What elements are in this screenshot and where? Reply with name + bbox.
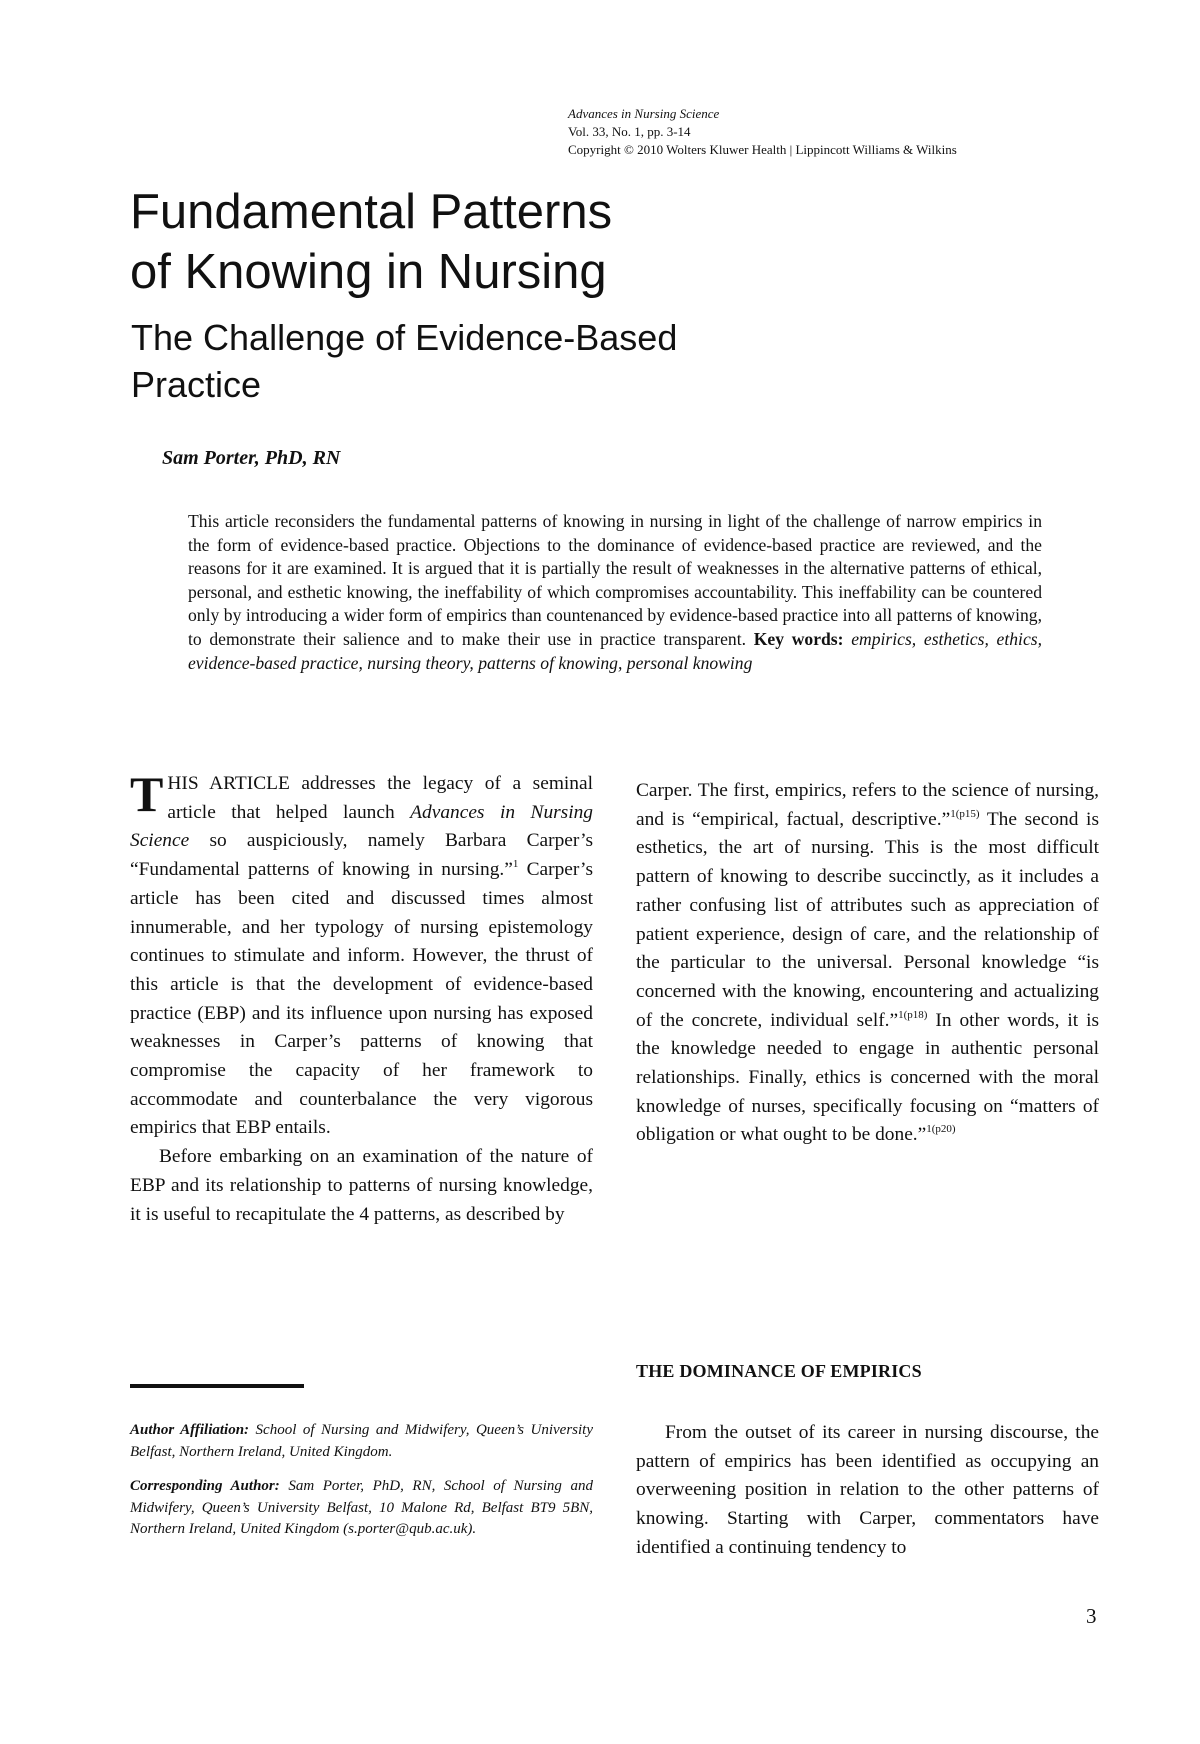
article-title [130, 182, 830, 302]
intro-paragraph [130, 766, 594, 1143]
patterns-text-3: In other words, it is the knowledge needed to engage in authentic personal relationships. Finally, ethics is concerned with the moral knowledge of nurses, specifically focusing on “matters of obligation or what ought to be done.” [636, 1009, 1100, 1146]
author-name: Sam Porter, PhD, RN [162, 447, 341, 469]
patterns-paragraph [636, 777, 1099, 1150]
article-subtitle [131, 314, 831, 408]
intro-text-a: HIS ARTICLE addresses the legacy of a seminal article that helped launch [167, 773, 593, 823]
journal-name: Advances in Nursing Science [568, 106, 720, 121]
drop-cap: T [130, 766, 164, 822]
title-line-1: Fundamental Patterns [130, 185, 613, 239]
journal-info [568, 105, 957, 159]
corresponding-label: Corresponding Author: [130, 1478, 280, 1494]
citation-sup: 1(p20) [926, 1123, 956, 1136]
journal-volume: Vol. 33, No. 1, pp. 3-14 [568, 124, 691, 139]
left-column [130, 766, 594, 1229]
abstract-text: This article reconsiders the fundamental patterns of knowing in nursing in light of the challenge of narrow empirics in the form of evidence-based practice. Objections to the dominance of evidence-based practice are reviewed, and the reasons for it are examined. It is argued that it is partially the result of weaknesses in the alternative patterns of ethical, personal, and esthetic knowing, the ineffability of which compromises accountability. This ineffability can be countered only by introducing a wider form of empirics than countenanced by evidence-based practice into all patterns of knowing, to demonstrate their salience and to make their use in practice transparent. [188, 511, 1042, 649]
affiliation-text: School of Nursing and Midwifery, Queen’s University Belfast, Northern Ireland, United Kingdom. [130, 1422, 593, 1460]
subtitle-line-2: Practice [131, 364, 262, 405]
corresponding-author [130, 1476, 593, 1541]
intro-text-b: so auspiciously, namely Barbara Carper’s “Fundamental patterns of knowing in nursing.” [130, 830, 593, 881]
intro-text-c: Carper’s article has been cited and discussed times almost innumerable, and her typology of nursing epistemology continues to stimulate and inform. However, the thrust of this article is that the development of evidence-based practice (EBP) and its influence upon nursing has exposed weaknesses in Carper’s patterns of knowing that compromise the capacity of her framework to accommodate and counterbalance the very vigorous empirics that EBP entails. [130, 859, 593, 1139]
author-affiliation [130, 1420, 593, 1463]
corresponding-text: Sam Porter, PhD, RN, School of Nursing and Midwifery, Queen’s University Belfast, 10 Malone Rd, Belfast BT9 5BN, Northern Ireland, United Kingdom (s.porter@qub.ac.uk). [130, 1478, 593, 1537]
footnote-rule [130, 1384, 304, 1388]
affiliation-notes [130, 1420, 593, 1554]
journal-name-inline: Advances in Nursing Science [130, 801, 594, 852]
right-column [636, 777, 1099, 1150]
keywords-label: Key words: [753, 628, 844, 649]
keywords: empirics, esthetics, ethics, evidence-based practice, nursing theory, patterns of knowing, personal knowing [188, 628, 1042, 673]
citation-sup: 1(p18) [898, 1008, 928, 1021]
section-body [636, 1419, 1099, 1563]
patterns-text-1: Carper. The first, empirics, refers to the science of nursing, and is “empirical, factual, descriptive.” [636, 780, 1099, 830]
page-number: 3 [1086, 1604, 1097, 1628]
second-paragraph: Before embarking on an examination of the nature of EBP and its relationship to patterns of nursing knowledge, it is useful to recapitulate the 4 patterns, as described by [130, 1146, 593, 1225]
patterns-text-2: The second is esthetics, the art of nursing. This is the most difficult pattern of knowing to describe succinctly, as it includes a rather confusing list of attributes such as appreciation of patient experience, design of care, and the relationship of the particular to the universal. Personal knowledge “is concerned with the knowing, encountering and actualizing of the concrete, individual self.” [636, 808, 1099, 1031]
subtitle-line-1: The Challenge of Evidence-Based [131, 317, 678, 358]
citation-sup: 1(p15) [950, 807, 980, 820]
abstract [188, 510, 1042, 675]
section-paragraph: From the outset of its career in nursing discourse, the pattern of empirics has been identified as occupying an overweening position in relation to the other patterns of knowing. Starting with Carper, commentators have identified a continuing tendency to [636, 1422, 1099, 1558]
affiliation-label: Author Affiliation: [130, 1422, 250, 1438]
journal-copyright: Copyright © 2010 Wolters Kluwer Health | Lippincott Williams & Wilkins [568, 142, 957, 157]
title-line-2: of Knowing in Nursing [130, 245, 607, 299]
citation-sup: 1 [512, 858, 519, 871]
section-heading: THE DOMINANCE OF EMPIRICS [636, 1361, 922, 1381]
